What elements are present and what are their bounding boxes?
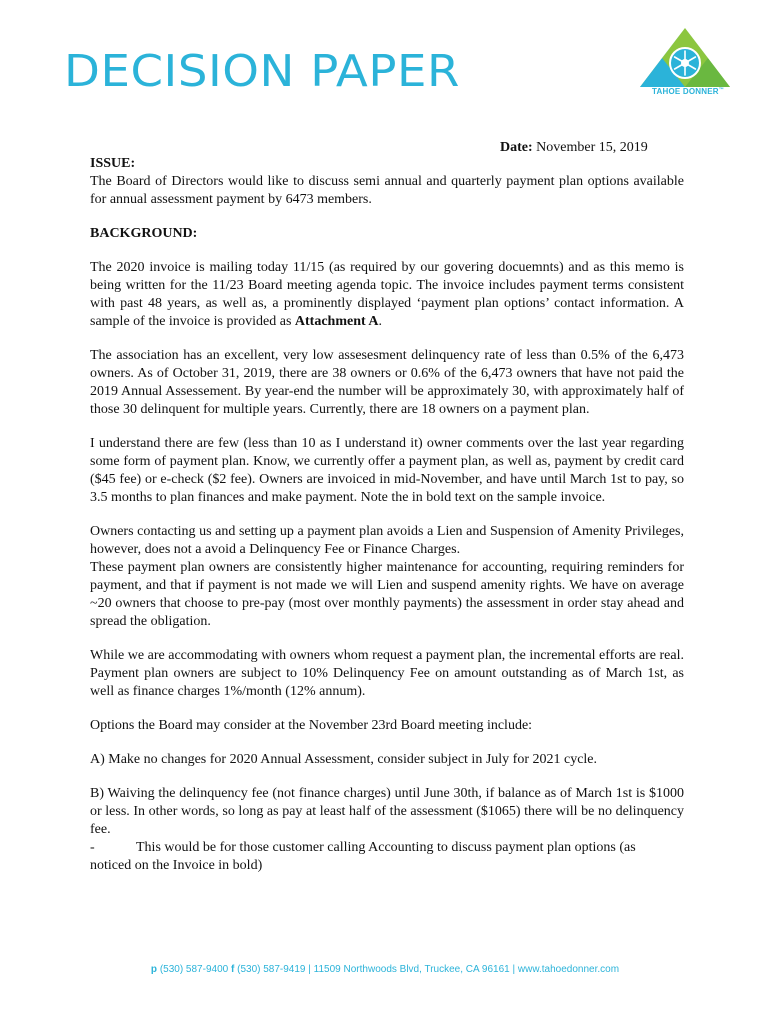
background-paragraph-5: While we are accommodating with owners whom request a payment plan, the incremental efforts are real. Payment plan owners are subject to 10% Delinquency Fee on amount outstanding as of March 1st, as well as finance charges 1%/month (12% annum). <box>90 648 684 699</box>
issue-heading: ISSUE: <box>90 156 136 171</box>
option-b: B) Waiving the delinquency fee (not finance charges) until June 30th, if balance as of March 1st is $1000 or less. In other words, so long as pay at least half of the assessment ($1065) there will be no delinquency fee. <box>90 786 684 837</box>
issue-text: The Board of Directors would like to discuss semi annual and quarterly payment plan options available for annual assessment payment by 6473 members. <box>90 174 684 207</box>
page-footer <box>0 964 770 975</box>
background-paragraph-6: Options the Board may consider at the November 23rd Board meeting include: <box>90 718 533 733</box>
p1-text: The 2020 invoice is mailing today 11/15 (as required by our govering docuemnts) and as this memo is being written for the 11/23 Board meeting agenda topic. The invoice includes payment terms consistent with past 48 years, as well as, a prominently displayed ‘payment plan options’ contact information. A sample of the invoice is provided as <box>90 260 684 329</box>
background-paragraph-4b: These payment plan owners are consistently higher maintenance for accounting, requiring reminders for payment, and that if payment is not made we will Lien and suspend amenity rights. We have on average ~20 owners that choose to pre-pay (most over monthly payments) the assessment in order stay ahead and spread the obligation. <box>90 560 684 629</box>
memo-body <box>90 155 684 875</box>
attachment-reference: Attachment A <box>294 314 379 329</box>
option-b-note <box>90 839 684 857</box>
footer-separator: | <box>308 964 311 975</box>
note-line-2: noticed on the Invoice in bold) <box>90 858 263 873</box>
phone-label: p <box>150 964 158 975</box>
logo-name: TAHOE DONNER <box>652 87 719 96</box>
note-line-1: This would be for those customer calling Accounting to discuss payment plan options (as <box>136 840 636 855</box>
note-dash: - <box>90 840 95 855</box>
background-paragraph-2: The association has an excellent, very low assesesment delinquency rate of less than 0.5% of the 6,473 owners. As of October 31, 2019, there are 38 owners or 0.6% of the 6,473 owners that have not paid the 2019 Annual Assessement. By year-end the number will be approximately 30, with approximately half of those 30 delinquent for multiple years. Currently, there are 18 owners on a payment plan. <box>90 348 684 417</box>
phone-number: (530) 587-9400 <box>159 964 229 975</box>
fax-label: f <box>230 964 235 975</box>
logo-trademark: ™ <box>718 87 724 93</box>
footer-website[interactable]: www.tahoedonner.com <box>517 964 620 975</box>
background-paragraph-3: I understand there are few (less than 10 as I understand it) owner comments over the last year regarding some form of payment plan. Know, we currently offer a payment plan, as well as, payment by credit card ($45 fee) or e-check ($2 fee). Owners are invoiced in mid-November, and have until March 1st to pay, so 3.5 months to plan finances and make payment. Note the in bold text on the sample invoice. <box>90 436 684 505</box>
option-a: A) Make no changes for 2020 Annual Assessment, consider subject in July for 2021 cycle. <box>90 752 598 767</box>
date-label: Date: <box>500 140 533 155</box>
background-paragraph-4a: Owners contacting us and setting up a payment plan avoids a Lien and Suspension of Amenity Privileges, however, does not a avoid a Delinquency Fee or Finance Charges. <box>90 524 684 557</box>
background-paragraph-1 <box>90 259 684 331</box>
background-heading: BACKGROUND: <box>90 226 198 241</box>
date-value: November 15, 2019 <box>536 140 648 155</box>
logo-text <box>636 87 740 96</box>
page-title: DECISION PAPER <box>64 46 460 97</box>
footer-separator: | <box>512 964 516 975</box>
fax-number: (530) 587-9419 <box>237 964 306 975</box>
footer-address: 11509 Northwoods Blvd, Truckee, CA 96161 <box>313 964 510 975</box>
p1-end: . <box>378 314 383 329</box>
